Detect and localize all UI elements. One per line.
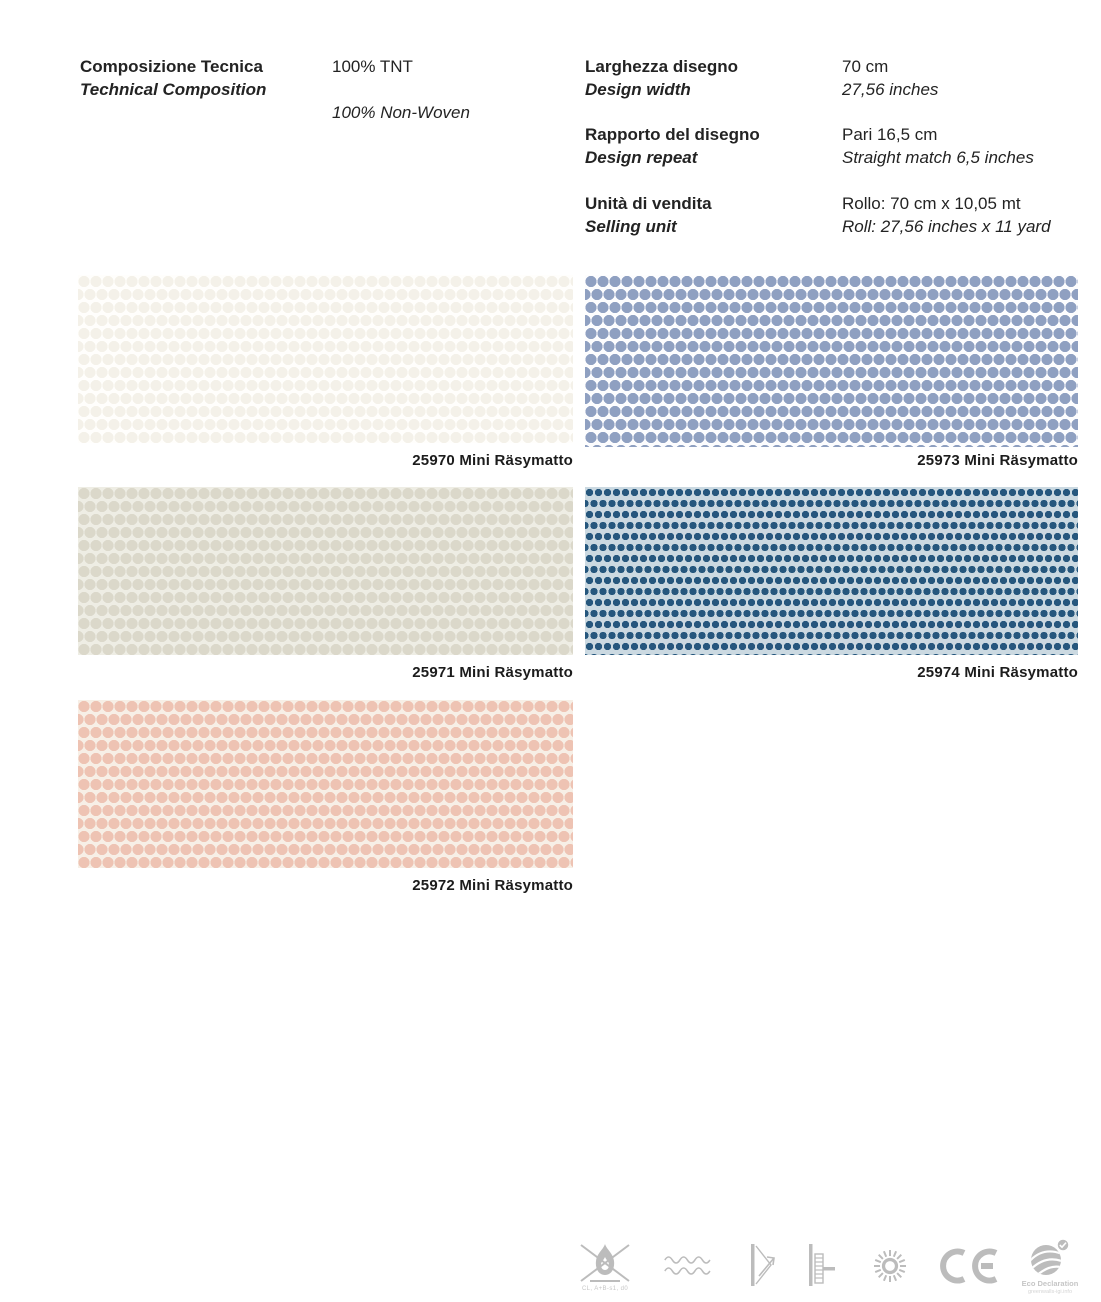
ce-mark-icon bbox=[936, 1248, 998, 1284]
lightfastness-icon bbox=[864, 1240, 916, 1292]
spec-label-design-repeat: Rapporto del disegno Design repeat bbox=[585, 125, 760, 167]
swatch-25971 bbox=[78, 487, 573, 655]
spec-label-it: Composizione Tecnica bbox=[80, 57, 263, 76]
spec-label-composition bbox=[80, 55, 266, 101]
swatch-label-25970: 25970 Mini Räsymatto bbox=[412, 452, 573, 469]
eco-declaration-subcaption: greenwalls-igi.info bbox=[1027, 1289, 1073, 1295]
spec-value-design-width: 70 cm 27,56 inches bbox=[842, 57, 939, 99]
swatch-25974 bbox=[585, 487, 1078, 655]
spec-label-design-width: Larghezza disegno Design width bbox=[585, 57, 739, 99]
swatch-25972 bbox=[78, 700, 573, 868]
spec-label-en: Technical Composition bbox=[80, 80, 267, 99]
washable-icon bbox=[662, 1252, 714, 1278]
swatch-label-25974: 25974 Mini Räsymatto bbox=[917, 664, 1078, 681]
paste-the-wall-icon bbox=[805, 1243, 837, 1287]
swatch-label-25971: 25971 Mini Räsymatto bbox=[412, 664, 573, 681]
spec-label-selling-unit: Unità di vendita Selling unit bbox=[585, 194, 712, 236]
spec-value-design-repeat: Pari 16,5 cm Straight match 6,5 inches bbox=[842, 125, 1034, 167]
fire-rating-caption: CL, A+B-s1, d0 bbox=[581, 1286, 629, 1292]
spec-value-composition-en: 100% Non-Woven bbox=[332, 103, 470, 122]
spec-value-selling-unit: Rollo: 70 cm x 10,05 mt Roll: 27,56 inches x 11 yard bbox=[842, 194, 1051, 236]
strippable-icon bbox=[748, 1243, 778, 1287]
swatch-label-25972: 25972 Mini Räsymatto bbox=[412, 877, 573, 894]
swatch-label-25973: 25973 Mini Räsymatto bbox=[917, 452, 1078, 469]
eco-declaration-icon bbox=[1026, 1238, 1074, 1278]
spec-value-composition-it: 100% TNT bbox=[332, 57, 413, 76]
swatch-25973 bbox=[585, 275, 1078, 447]
eco-declaration-caption: Eco Declaration bbox=[1021, 1279, 1079, 1288]
fire-rating-icon bbox=[577, 1241, 633, 1285]
swatch-25970 bbox=[78, 275, 573, 443]
